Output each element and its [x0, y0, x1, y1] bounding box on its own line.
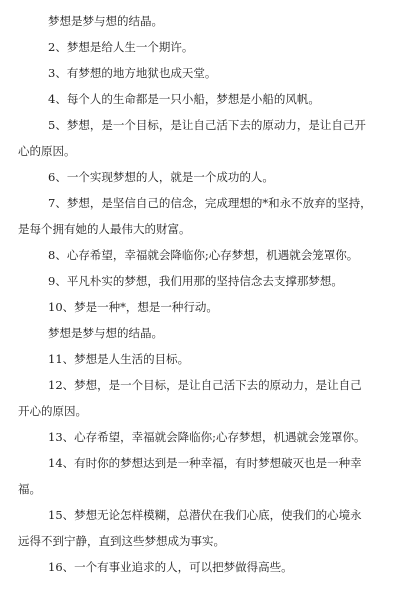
text-line-2: 2、梦想是给人生一个期许。 — [48, 40, 194, 54]
text-line-17: 13、心存希望，幸福就会降临你;心存梦想，机遇就会笼罩你。 — [48, 430, 366, 444]
text-line-4: 4、每个人的生命都是一只小船，梦想是小船的风帆。 — [48, 92, 320, 106]
text-line-14: 11、梦想是人生活的目标。 — [48, 352, 190, 366]
text-line-20: 15、梦想无论怎样模糊，总潜伏在我们心底，使我们的心境永 — [48, 508, 362, 522]
text-line-10: 8、心存希望，幸福就会降临你;心存梦想，机遇就会笼罩你。 — [48, 248, 359, 262]
text-line-1: 梦想是梦与想的结晶。 — [48, 14, 163, 28]
text-line-7: 6、一个实现梦想的人，就是一个成功的人。 — [48, 170, 274, 184]
text-line-9: 是每个拥有她的人最伟大的财富。 — [18, 222, 191, 236]
text-line-13: 梦想是梦与想的结晶。 — [48, 326, 163, 340]
text-line-12: 10、梦是一种*，想是一种行动。 — [48, 300, 218, 314]
text-line-16: 开心的原因。 — [18, 404, 87, 418]
text-line-3: 3、有梦想的地方地狱也成天堂。 — [48, 66, 217, 80]
text-line-15: 12、梦想，是一个目标，是让自己活下去的原动力，是让自己 — [48, 378, 362, 392]
text-line-22: 16、一个有事业追求的人，可以把梦做得高些。 — [48, 560, 293, 574]
text-line-19: 福。 — [18, 482, 41, 496]
text-line-11: 9、平凡朴实的梦想，我们用那的坚持信念去支撑那梦想。 — [48, 274, 343, 288]
text-line-6: 心的原因。 — [18, 144, 76, 158]
text-line-8: 7、梦想，是坚信自己的信念，完成理想的*和永不放弃的坚持， — [48, 196, 372, 210]
text-line-18: 14、有时你的梦想达到是一种幸福，有时梦想破灭也是一种幸 — [48, 456, 362, 470]
text-line-21: 远得不到宁静，直到这些梦想成为事实。 — [18, 534, 225, 548]
text-line-5: 5、梦想，是一个目标，是让自己活下去的原动力，是让自己开 — [48, 118, 366, 132]
